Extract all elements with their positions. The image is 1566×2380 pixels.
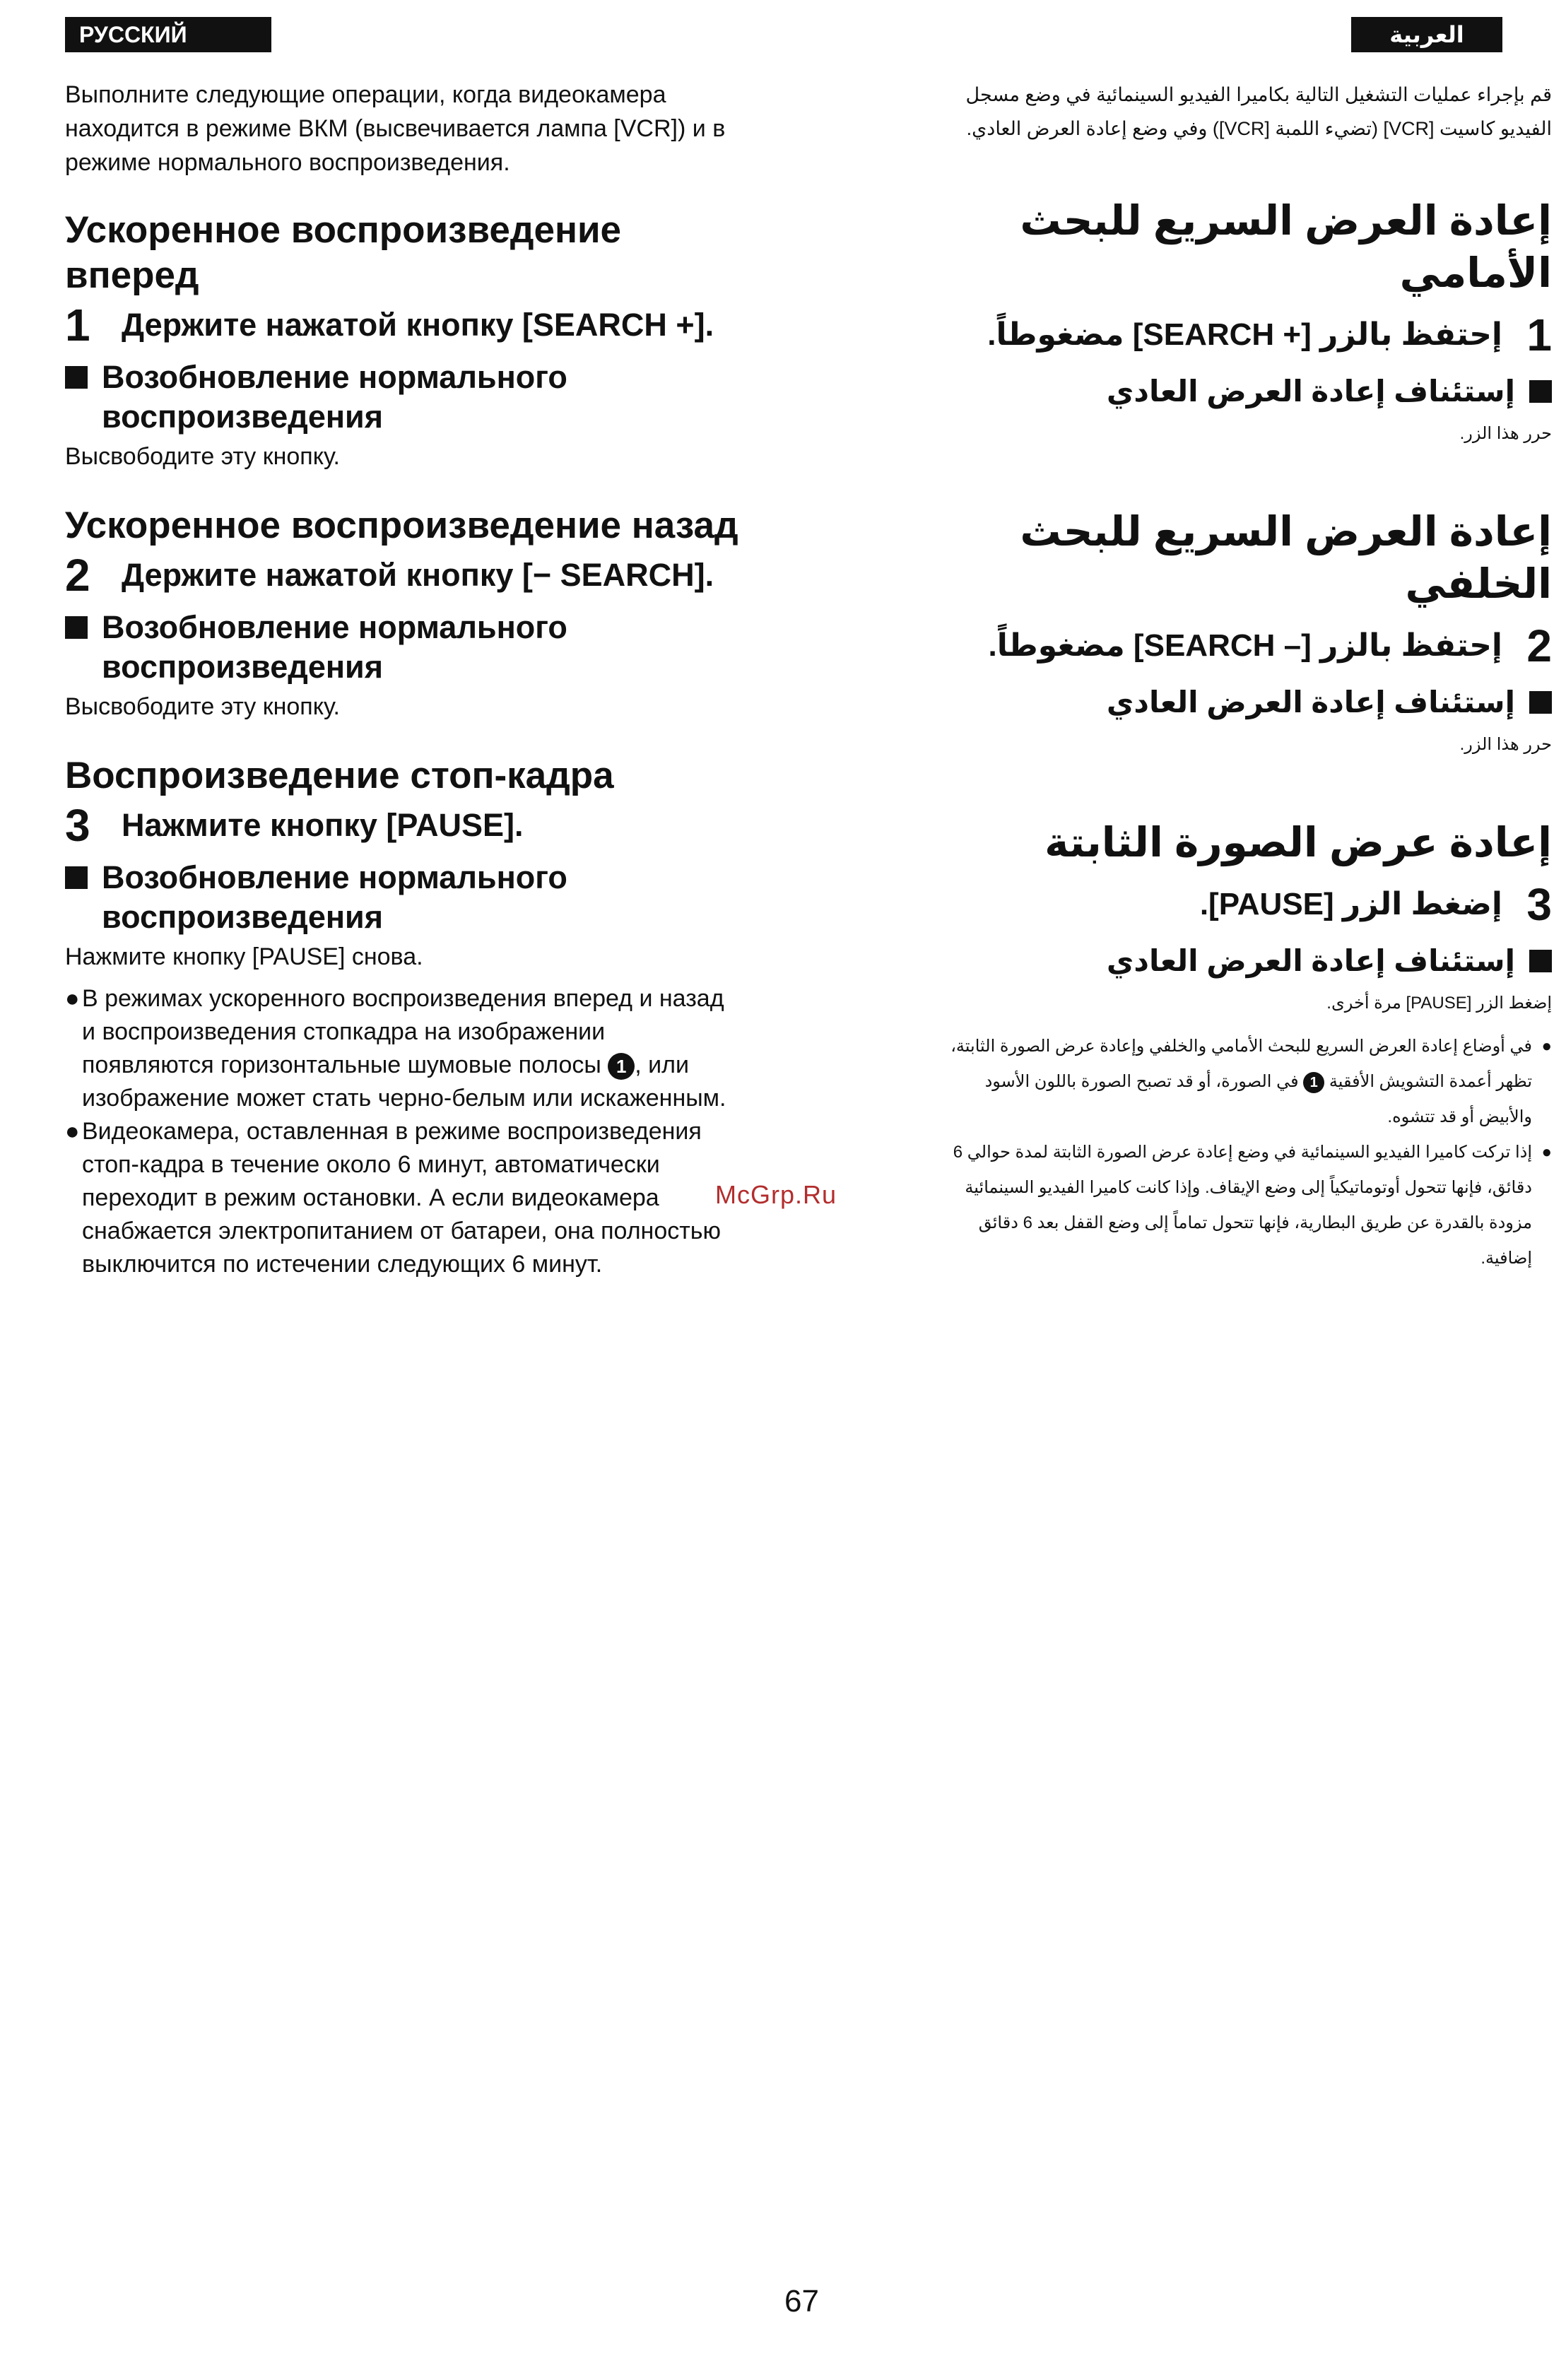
step [940,620,1552,671]
note-item [65,1115,743,1281]
resume-heading [940,941,1552,981]
bullet-icon: ● [65,1118,80,1145]
circle-one-icon: 1 [1303,1072,1324,1093]
notes-list [940,1029,1552,1276]
bullet-icon: ● [1541,1037,1552,1056]
section-forward-search [65,208,743,472]
section-still-playback [65,753,743,972]
note-text: في أوضاع إعادة العرض السريع للبحث الأمامي والخلفي وإعادة عرض الصورة الثابتة، تظهر أعمدة التشويش الأفقية [950,1037,1532,1091]
russian-column [65,78,743,1281]
intro-text: قم بإجراء عمليات التشغيل التالية بكاميرا الفيديو السينمائية في وضع مسجل الفيديو كاسيت [VCR] (تضيء اللمبة [VCR]) وفي وضع إعادة العرض العادي. [965,84,1552,139]
resume-heading [940,372,1552,411]
section-reverse-search [940,506,1552,760]
arabic-column [940,78,1552,1276]
step-number: 3 [1526,879,1552,930]
step [940,310,1552,360]
watermark: McGrp.Ru [715,1180,837,1209]
resume-heading [65,858,743,937]
step [65,300,743,350]
resume-note: Высвободите эту кнопку. [65,443,340,470]
step-instruction: Держите нажатой кнопку [− SEARCH]. [122,557,714,593]
step-number: 2 [65,550,90,601]
section-title: إعادة عرض الصورة الثابتة [1044,820,1552,866]
resume-heading [65,608,743,687]
section-reverse-search [65,503,743,722]
section-title: إعادة العرض السريع للبحث الخلفي [1020,509,1552,607]
resume-title: Возобновление нормального воспроизведения [102,359,567,435]
section-forward-search [940,195,1552,449]
bullet-icon: ● [1541,1143,1552,1162]
section-still-playback [940,817,1552,1019]
step-number: 1 [65,300,90,350]
square-bullet-icon [65,616,88,639]
resume-title: إستئناف إعادة العرض العادي [1106,944,1515,977]
note-item [940,1135,1552,1276]
section-title: Ускоренное воспроизведение назад [65,505,738,546]
bullet-icon: ● [65,985,80,1012]
resume-heading [940,683,1552,722]
resume-title: Возобновление нормального воспроизведения [102,859,567,935]
intro-text: Выполните следующие операции, когда видеокамера находится в режиме ВКМ (высвечивается лампа [VCR]) и в режиме нормального воспроизведения. [65,81,726,176]
resume-note: إضغط الزر [PAUSE] مرة أخرى. [1326,994,1552,1013]
square-bullet-icon [65,866,88,889]
note-text: В режимах ускоренного воспроизведения вперед и назад и воспроизведения стопкадра на изображении появляются горизонтальные шумовые полосы [82,985,724,1078]
note-text: إذا تركت كاميرا الفيديو السينمائية في وضع إعادة عرض الصورة الثابتة لمدة حوالي 6 دقائق، فإنها تتحول أوتوماتيكياً إلى وضع الإيقاف. وإذا كانت كاميرا الفيديو السينمائية مزودة بالقدرة عن طريق البطارية، فإنها تتحول تماماً إلى وضع القفل بعد 6 دقائق إضافية. [953,1143,1532,1268]
section-title: Ускоренное воспроизведение вперед [65,209,622,296]
resume-note: Высвободите эту кнопку. [65,693,340,720]
square-bullet-icon [65,366,88,389]
step-number: 2 [1526,620,1552,671]
step-number: 1 [1526,310,1552,360]
step-instruction: Нажмите кнопку [PAUSE]. [122,807,524,843]
note-text: Видеокамера, оставленная в режиме воспроизведения стоп-кадра в течение около 6 минут, автоматически переходит в режим остановки. А если видеокамера снабжается электропитанием от батареи, она полностью выключится по истечении следующих 6 минут. [82,1118,722,1278]
step-instruction: إحتفظ بالزر [– SEARCH] مضغوطاً. [988,628,1502,663]
resume-note: حرر هذا الزر. [1459,424,1552,443]
square-bullet-icon [1529,380,1552,403]
note-text: في الصورة، أو قد تصبح الصورة باللون الأسود والأبيض أو قد تتشوه. [984,1072,1532,1126]
section-title: إعادة العرض السريع للبحث الأمامي [1020,198,1552,296]
section-title: Воспроизведение стоп-кадра [65,755,614,796]
step [65,550,743,601]
resume-title: Возобновление нормального воспроизведения [102,609,567,685]
step [65,800,743,851]
step [940,879,1552,930]
square-bullet-icon [1529,950,1552,972]
resume-title: إستئناف إعادة العرض العادي [1106,685,1515,719]
step-instruction: إضغط الزر [PAUSE]. [1199,887,1502,921]
note-text: , или изображение может стать черно-белым или искаженным. [82,1051,726,1112]
notes-list [65,982,743,1281]
resume-heading [65,358,743,437]
page-number: 67 [784,2284,819,2319]
language-tag-arabic: العربية [1351,17,1502,52]
square-bullet-icon [1529,691,1552,714]
step-instruction: إحتفظ بالزر [+ SEARCH] مضغوطاً. [987,317,1502,352]
step-instruction: Держите нажатой кнопку [SEARCH +]. [122,307,714,343]
resume-note: حرر هذا الزر. [1459,735,1552,754]
circle-one-icon: 1 [608,1053,635,1080]
language-tag-russian: РУССКИЙ ЯЗЫК [65,17,271,52]
note-item [65,982,743,1115]
note-item [940,1029,1552,1135]
resume-title: إستئناف إعادة العرض العادي [1106,375,1515,408]
resume-note: Нажмите кнопку [PAUSE] снова. [65,943,423,970]
step-number: 3 [65,800,90,851]
